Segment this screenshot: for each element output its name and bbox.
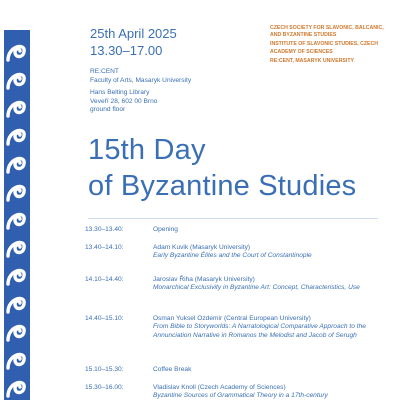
program-time: 14.10–14.40: [85,276,124,283]
venue-address: Veveří 28, 602 00 Brno [90,97,158,105]
event-date: 25th April 2025 [90,26,177,41]
venue-name: RE:CENT [90,68,119,75]
page-title [88,132,356,204]
divider [88,218,378,219]
organizer-czech-society: CZECH SOCIETY FOR SLAVONIC, BALCANIC, AND BYZANTINE STUDIES [270,25,384,39]
venue-block [90,68,191,115]
event-time: 13.30–17.00 [90,43,163,58]
venue-faculty: Faculty of Arts, Masaryk University [90,76,192,84]
program-time: 13.30–13.40: [85,226,124,233]
venue-library: Hans Belting Library [90,89,150,97]
program-speaker: Opening [153,226,178,233]
program-speaker: Coffee Break [153,366,192,373]
organizer-recent: RE:CENT, MASARYK UNIVERSITY [270,57,354,64]
program-time: 13.40–14.10: [85,244,124,251]
program-time: 14.40–15.10: [85,315,124,322]
program-talk: Early Byzantine Élites and the Court of Constantinople [153,252,312,260]
organizer-institute: INSTITUTE OF SLAVONIC STUDIES, CZECH ACADEMY OF SCIENCES [270,41,378,55]
program-time: 15.30–16.00: [85,384,124,391]
program-time: 15.10–15.30: [85,366,124,373]
program-speaker: Osman Yuksel Ozdemir (Central European University) [153,315,311,322]
program-speaker: Adam Kuvik (Masaryk University) [153,244,251,251]
organizers [270,25,395,67]
venue-floor: ground floor [90,106,126,114]
program-talk: Byzantine Sources of Grammatical Theory in a 17th-century [153,392,328,400]
program-speaker: Vladislav Knoll (Czech Academy of Sciences) [153,384,286,391]
title-line-2: of Byzantine Studies [88,170,357,202]
program-talk: From Bible to Storyworlds: A Narratological Comparative Approach to the Annunciation Narrative in Romanos the Melodist and Jacob of Serugh [153,323,366,339]
program-talk: Monarchical Exclusivity in Byzantine Art: Concept, Characteristics, Use [153,284,360,292]
wave-border-decoration [4,30,30,400]
program-speaker: Jaroslav Řiha (Masaryk University) [153,276,255,283]
title-line-1: 15th Day [88,134,206,166]
